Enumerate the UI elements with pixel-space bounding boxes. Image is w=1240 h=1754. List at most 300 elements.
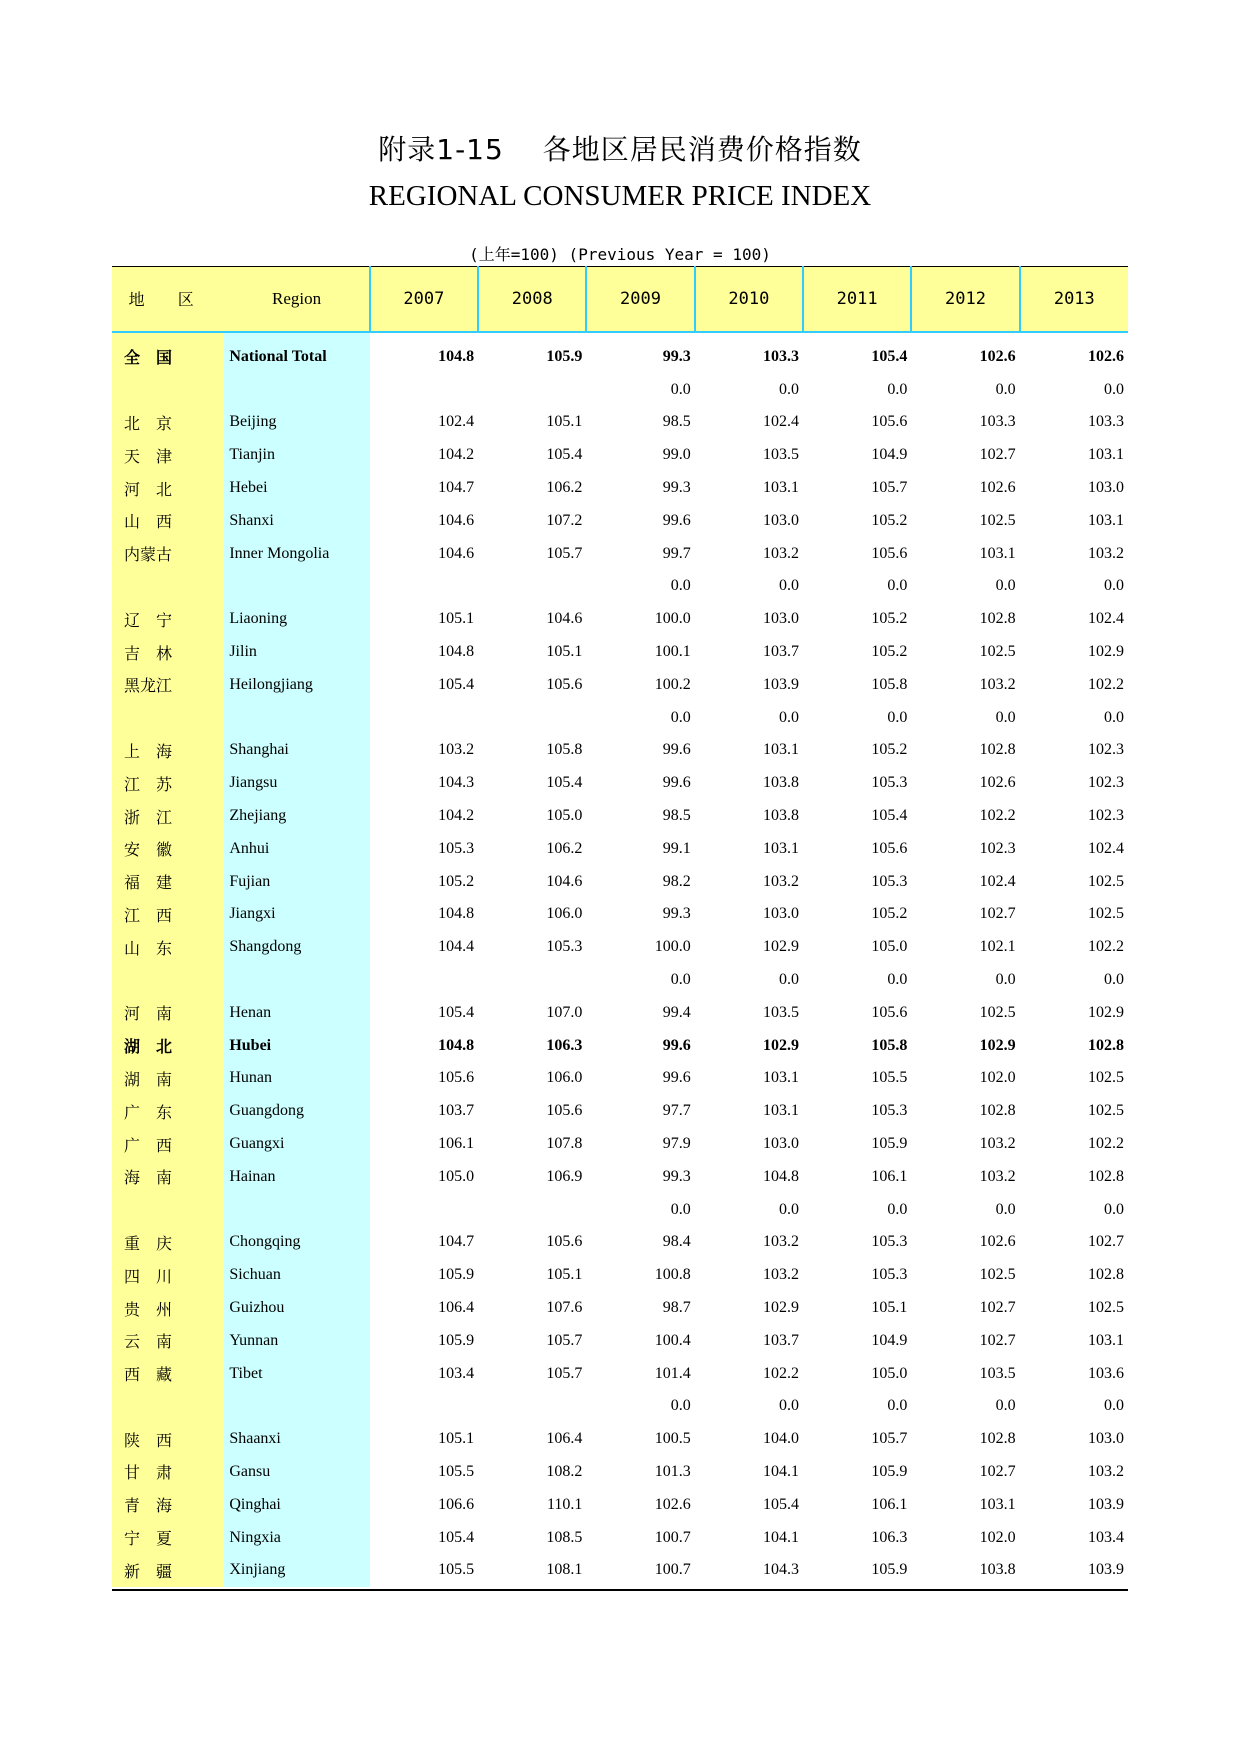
region-name-en: Xinjiang xyxy=(224,1554,369,1587)
index-value: 104.7 xyxy=(438,479,475,497)
index-value: 103.0 xyxy=(763,610,799,628)
region-name-en xyxy=(224,1193,369,1226)
index-value: 102.3 xyxy=(1088,807,1124,825)
index-value: 105.7 xyxy=(546,544,583,562)
table-row xyxy=(112,373,1128,406)
index-value xyxy=(370,1390,478,1423)
table-row xyxy=(112,865,1128,898)
index-value: 102.4 xyxy=(979,872,1016,890)
index-value: 100.7 xyxy=(654,1561,691,1579)
table-row xyxy=(112,1193,1128,1226)
index-value: 98.2 xyxy=(662,872,691,890)
table-row xyxy=(112,767,1128,800)
index-value: 106.2 xyxy=(546,839,583,857)
index-value: 103.1 xyxy=(1088,1331,1124,1349)
index-value: 105.7 xyxy=(871,479,908,497)
index-value: 102.5 xyxy=(979,511,1016,529)
index-value: 105.4 xyxy=(763,1495,799,1513)
region-name-cn: 浙 江 xyxy=(112,800,224,833)
index-value xyxy=(478,701,586,734)
index-value: 103.3 xyxy=(763,347,799,365)
index-value: 106.0 xyxy=(546,905,583,923)
index-value: 104.8 xyxy=(438,643,475,661)
index-value: 0.0 xyxy=(670,380,691,398)
table-row xyxy=(112,1259,1128,1292)
index-value: 102.9 xyxy=(763,1299,799,1316)
index-value: 105.4 xyxy=(438,675,475,693)
index-value: 105.5 xyxy=(871,1069,908,1087)
index-value: 105.1 xyxy=(546,643,583,661)
index-value: 104.1 xyxy=(763,1462,799,1480)
index-value: 0.0 xyxy=(670,971,691,989)
region-name-cn: 全 国 xyxy=(112,332,224,374)
region-name-cn: 北 京 xyxy=(112,406,224,439)
index-value: 103.7 xyxy=(763,643,799,661)
region-name-en: Beijing xyxy=(224,406,369,439)
index-value: 105.6 xyxy=(546,1233,583,1251)
region-name-en xyxy=(224,1390,369,1423)
index-value: 105.0 xyxy=(438,1167,475,1185)
region-name-cn: 河 北 xyxy=(112,472,224,505)
index-value: 100.2 xyxy=(654,675,691,693)
index-value: 99.3 xyxy=(662,347,691,365)
region-name-en: Anhui xyxy=(224,832,369,865)
region-name-en: Shangdong xyxy=(224,931,369,964)
region-name-cn: 西 藏 xyxy=(112,1357,224,1390)
index-value: 105.4 xyxy=(546,446,583,464)
index-value: 103.0 xyxy=(1088,1430,1124,1448)
index-value: 102.2 xyxy=(1088,938,1124,956)
region-name-cn: 四 川 xyxy=(112,1259,224,1292)
index-value: 99.1 xyxy=(662,839,691,857)
index-value: 100.8 xyxy=(654,1266,691,1284)
index-value: 108.5 xyxy=(546,1528,583,1546)
index-value: 102.4 xyxy=(438,413,475,431)
index-value: 0.0 xyxy=(887,1200,908,1218)
index-value: 102.8 xyxy=(979,1102,1016,1120)
index-value: 105.2 xyxy=(871,905,908,923)
region-name-cn: 山 西 xyxy=(112,504,224,537)
index-value: 105.6 xyxy=(546,675,583,693)
index-value: 105.6 xyxy=(871,544,908,562)
index-value: 105.6 xyxy=(871,413,908,431)
index-value: 103.0 xyxy=(763,511,799,529)
index-value: 0.0 xyxy=(995,708,1016,726)
header-year: 2011 xyxy=(803,267,911,332)
index-value: 103.5 xyxy=(763,1003,799,1021)
region-name-en: Fujian xyxy=(224,865,369,898)
index-value: 102.7 xyxy=(979,905,1016,923)
index-value: 105.8 xyxy=(871,675,908,693)
region-name-cn: 湖 南 xyxy=(112,1062,224,1095)
index-value: 103.1 xyxy=(763,479,799,497)
index-value xyxy=(478,1390,586,1423)
index-value: 103.2 xyxy=(979,1167,1016,1185)
table-row xyxy=(112,1226,1128,1259)
region-name-cn: 贵 州 xyxy=(112,1292,224,1325)
index-value: 105.9 xyxy=(871,1561,908,1579)
index-value: 0.0 xyxy=(887,380,908,398)
index-value: 103.4 xyxy=(438,1364,475,1382)
index-value: 102.8 xyxy=(1088,1266,1124,1284)
index-value: 0.0 xyxy=(779,1397,799,1415)
index-value: 100.0 xyxy=(654,610,691,628)
index-value: 102.4 xyxy=(1088,610,1124,628)
region-name-en: Gansu xyxy=(224,1456,369,1489)
index-value: 104.6 xyxy=(546,610,583,628)
index-value: 0.0 xyxy=(779,708,799,726)
index-value: 103.1 xyxy=(763,1069,799,1087)
region-name-cn: 辽 宁 xyxy=(112,603,224,636)
index-value: 104.3 xyxy=(763,1561,799,1579)
index-value: 105.4 xyxy=(546,774,583,792)
header-year: 2007 xyxy=(370,267,478,332)
index-value: 103.5 xyxy=(763,446,799,464)
index-value: 102.4 xyxy=(763,413,799,431)
region-name-cn xyxy=(112,373,224,406)
index-value: 99.6 xyxy=(662,511,691,529)
table-row xyxy=(112,1062,1128,1095)
index-value: 98.5 xyxy=(662,413,691,431)
index-value xyxy=(370,1193,478,1226)
table-row xyxy=(112,603,1128,636)
index-value: 102.5 xyxy=(979,1003,1016,1021)
index-value: 104.8 xyxy=(438,347,475,365)
index-value: 102.4 xyxy=(1088,839,1124,857)
region-name-cn: 吉 林 xyxy=(112,636,224,669)
region-name-en: Hunan xyxy=(224,1062,369,1095)
index-value: 106.6 xyxy=(438,1495,475,1513)
index-value: 102.8 xyxy=(979,741,1016,759)
table-header-row xyxy=(112,267,1128,332)
index-value: 102.2 xyxy=(1088,1135,1124,1153)
region-name-cn xyxy=(112,964,224,997)
index-value: 103.0 xyxy=(763,905,799,923)
index-value: 103.1 xyxy=(1088,511,1124,529)
table-row xyxy=(112,472,1128,505)
index-value: 97.7 xyxy=(662,1102,691,1120)
index-value: 105.6 xyxy=(438,1069,475,1087)
table-row xyxy=(112,1160,1128,1193)
region-name-cn: 海 南 xyxy=(112,1160,224,1193)
index-value: 103.8 xyxy=(979,1561,1016,1579)
index-value: 102.5 xyxy=(1088,1069,1124,1087)
region-name-en: Heilongjiang xyxy=(224,668,369,701)
index-value: 104.3 xyxy=(438,774,475,792)
index-value: 105.2 xyxy=(871,610,908,628)
index-value: 105.2 xyxy=(871,741,908,759)
index-value: 103.9 xyxy=(763,675,799,693)
header-region-en: Region xyxy=(224,267,369,332)
index-value: 0.0 xyxy=(1104,708,1124,726)
index-value: 99.6 xyxy=(662,774,691,792)
index-value: 106.4 xyxy=(546,1430,583,1448)
region-name-cn: 黑龙江 xyxy=(112,668,224,701)
index-value: 104.7 xyxy=(438,1233,475,1251)
index-value: 103.5 xyxy=(979,1364,1016,1382)
index-value: 104.1 xyxy=(763,1528,799,1546)
index-value: 103.1 xyxy=(763,741,799,759)
region-name-en: Shaanxi xyxy=(224,1423,369,1456)
header-year: 2008 xyxy=(478,267,586,332)
index-value: 0.0 xyxy=(779,971,799,989)
table-row xyxy=(112,832,1128,865)
index-value: 102.0 xyxy=(979,1069,1016,1087)
index-value: 0.0 xyxy=(779,380,799,398)
region-name-en: National Total xyxy=(224,332,369,374)
index-value: 105.3 xyxy=(871,1102,908,1120)
table-row xyxy=(112,1390,1128,1423)
index-value xyxy=(370,373,478,406)
index-value: 103.8 xyxy=(763,807,799,825)
region-name-en: Guangxi xyxy=(224,1128,369,1161)
index-value: 0.0 xyxy=(670,708,691,726)
index-value: 105.3 xyxy=(871,1266,908,1284)
index-value: 102.6 xyxy=(979,774,1016,792)
table-row xyxy=(112,1029,1128,1062)
index-value: 108.2 xyxy=(546,1462,583,1480)
index-value: 104.0 xyxy=(763,1430,799,1448)
index-value: 102.6 xyxy=(979,347,1016,365)
region-name-en: Jiangsu xyxy=(224,767,369,800)
table-row xyxy=(112,570,1128,603)
region-name-en xyxy=(224,964,369,997)
region-name-en: Hebei xyxy=(224,472,369,505)
index-value: 102.5 xyxy=(979,1266,1016,1284)
index-value: 103.3 xyxy=(979,413,1016,431)
index-value: 102.9 xyxy=(979,1036,1016,1054)
index-value: 105.0 xyxy=(871,938,908,956)
table-row xyxy=(112,734,1128,767)
region-name-en: Qinghai xyxy=(224,1488,369,1521)
table-row xyxy=(112,1521,1128,1554)
index-value: 105.8 xyxy=(871,1036,908,1054)
index-value: 103.9 xyxy=(1088,1495,1124,1513)
region-name-cn: 安 徽 xyxy=(112,832,224,865)
index-value: 0.0 xyxy=(779,1200,799,1218)
index-value: 102.6 xyxy=(979,479,1016,497)
index-value: 0.0 xyxy=(670,1200,691,1218)
index-value: 102.7 xyxy=(979,446,1016,464)
index-value xyxy=(478,570,586,603)
region-name-en xyxy=(224,570,369,603)
index-value: 105.6 xyxy=(871,1003,908,1021)
index-value: 103.2 xyxy=(763,872,799,890)
index-value: 106.1 xyxy=(438,1135,475,1153)
index-value: 0.0 xyxy=(887,708,908,726)
page-title-cn: 附录1-15 各地区居民消费价格指数 xyxy=(378,133,862,166)
index-value: 105.3 xyxy=(871,1233,908,1251)
index-value: 105.3 xyxy=(871,774,908,792)
region-name-cn: 广 西 xyxy=(112,1128,224,1161)
index-value: 103.2 xyxy=(979,675,1016,693)
index-value: 102.5 xyxy=(1088,1299,1124,1316)
index-value: 103.1 xyxy=(979,544,1016,562)
index-value: 104.8 xyxy=(763,1167,799,1185)
index-value: 99.3 xyxy=(662,479,691,497)
index-value: 102.2 xyxy=(763,1364,799,1382)
page-title-en: REGIONAL CONSUMER PRICE INDEX xyxy=(368,180,872,212)
index-value: 0.0 xyxy=(995,1397,1016,1415)
table-row xyxy=(112,537,1128,570)
index-value: 105.4 xyxy=(438,1003,475,1021)
index-value: 105.9 xyxy=(438,1331,475,1349)
region-name-en xyxy=(224,701,369,734)
index-value: 0.0 xyxy=(887,577,908,595)
region-name-en: Hubei xyxy=(224,1029,369,1062)
index-value: 103.1 xyxy=(1088,446,1124,464)
table-row xyxy=(112,964,1128,997)
index-value: 105.5 xyxy=(438,1561,475,1579)
index-value: 102.2 xyxy=(979,807,1016,825)
region-name-cn: 重 庆 xyxy=(112,1226,224,1259)
region-name-en: Zhejiang xyxy=(224,800,369,833)
index-value: 103.2 xyxy=(1088,1462,1124,1480)
index-value: 106.4 xyxy=(438,1299,475,1316)
index-value: 105.9 xyxy=(871,1135,908,1153)
table-row xyxy=(112,1357,1128,1390)
region-name-cn: 宁 夏 xyxy=(112,1521,224,1554)
index-value xyxy=(478,1193,586,1226)
header-region-cn: 地 区 xyxy=(112,267,224,332)
index-value: 102.5 xyxy=(1088,905,1124,923)
index-value: 105.9 xyxy=(546,347,583,365)
index-value: 0.0 xyxy=(1104,971,1124,989)
index-value: 105.8 xyxy=(546,741,583,759)
index-value: 98.5 xyxy=(662,807,691,825)
index-value: 106.9 xyxy=(546,1167,583,1185)
index-value: 105.1 xyxy=(438,610,475,628)
index-value: 103.1 xyxy=(763,1102,799,1120)
index-value: 99.6 xyxy=(662,1069,691,1087)
index-value: 105.1 xyxy=(871,1299,908,1316)
index-value: 106.3 xyxy=(871,1528,908,1546)
table-row xyxy=(112,701,1128,734)
index-value: 105.2 xyxy=(871,643,908,661)
region-name-cn: 甘 肃 xyxy=(112,1456,224,1489)
index-value: 103.4 xyxy=(1088,1528,1124,1546)
table-row xyxy=(112,636,1128,669)
index-value: 103.0 xyxy=(763,1135,799,1153)
region-name-en: Hainan xyxy=(224,1160,369,1193)
table-row xyxy=(112,1324,1128,1357)
index-value: 0.0 xyxy=(670,577,691,595)
index-value: 106.1 xyxy=(871,1167,908,1185)
table-row xyxy=(112,1423,1128,1456)
region-name-cn xyxy=(112,701,224,734)
table-row xyxy=(112,332,1128,374)
region-name-cn: 上 海 xyxy=(112,734,224,767)
index-value: 104.2 xyxy=(438,807,475,825)
index-value: 0.0 xyxy=(779,577,799,595)
index-value: 102.3 xyxy=(1088,741,1124,759)
index-value: 107.8 xyxy=(546,1135,583,1153)
index-value: 103.2 xyxy=(1088,544,1124,562)
index-value: 105.9 xyxy=(871,1462,908,1480)
region-name-en: Chongqing xyxy=(224,1226,369,1259)
index-value: 105.7 xyxy=(546,1331,583,1349)
region-name-en: Tianjin xyxy=(224,439,369,472)
index-value: 105.7 xyxy=(871,1430,908,1448)
index-value: 103.1 xyxy=(979,1495,1016,1513)
index-value: 103.2 xyxy=(763,544,799,562)
index-value: 102.5 xyxy=(979,643,1016,661)
index-value: 104.6 xyxy=(438,511,475,529)
index-value: 100.5 xyxy=(654,1430,691,1448)
index-value: 100.0 xyxy=(654,938,691,956)
index-value: 98.4 xyxy=(662,1233,691,1251)
header-year: 2010 xyxy=(695,267,803,332)
region-name-en: Jiangxi xyxy=(224,898,369,931)
index-value: 104.9 xyxy=(871,1331,908,1349)
index-value: 99.4 xyxy=(662,1003,691,1021)
index-value: 105.7 xyxy=(546,1364,583,1382)
table-row xyxy=(112,996,1128,1029)
unit-note: (上年=100) (Previous Year = 100) xyxy=(469,245,771,264)
index-value: 101.4 xyxy=(654,1364,691,1382)
index-value: 107.0 xyxy=(546,1003,583,1021)
index-value: 102.6 xyxy=(1088,347,1124,365)
index-value: 100.7 xyxy=(654,1528,691,1546)
cpi-table-container xyxy=(112,266,1128,1587)
index-value: 102.3 xyxy=(1088,774,1124,792)
region-name-cn: 山 东 xyxy=(112,931,224,964)
table-row xyxy=(112,504,1128,537)
index-value: 0.0 xyxy=(995,971,1016,989)
index-value: 103.6 xyxy=(1088,1364,1124,1382)
table-row xyxy=(112,1292,1128,1325)
index-value: 102.1 xyxy=(979,938,1016,956)
index-value: 104.6 xyxy=(438,544,475,562)
index-value: 99.0 xyxy=(662,446,691,464)
index-value: 0.0 xyxy=(1104,380,1124,398)
index-value: 102.8 xyxy=(979,610,1016,628)
index-value: 0.0 xyxy=(887,971,908,989)
region-name-en: Jilin xyxy=(224,636,369,669)
index-value: 107.6 xyxy=(546,1299,583,1316)
index-value: 0.0 xyxy=(887,1397,908,1415)
region-name-cn: 江 苏 xyxy=(112,767,224,800)
index-value: 104.2 xyxy=(438,446,475,464)
index-value: 99.6 xyxy=(662,741,691,759)
region-name-cn: 新 疆 xyxy=(112,1554,224,1587)
table-row xyxy=(112,1095,1128,1128)
index-value: 103.0 xyxy=(1088,479,1124,497)
index-value: 102.0 xyxy=(979,1528,1016,1546)
index-value: 103.1 xyxy=(763,839,799,857)
index-value: 105.0 xyxy=(871,1364,908,1382)
region-name-cn xyxy=(112,570,224,603)
index-value: 102.2 xyxy=(1088,675,1124,693)
index-value: 0.0 xyxy=(995,1200,1016,1218)
index-value: 103.2 xyxy=(763,1266,799,1284)
index-value: 103.7 xyxy=(763,1331,799,1349)
index-value: 0.0 xyxy=(995,380,1016,398)
index-value: 103.2 xyxy=(438,741,475,759)
index-value: 0.0 xyxy=(1104,1397,1124,1415)
region-name-en: Sichuan xyxy=(224,1259,369,1292)
index-value: 103.9 xyxy=(1088,1561,1124,1579)
index-value: 102.8 xyxy=(979,1430,1016,1448)
index-value: 104.8 xyxy=(438,905,475,923)
index-value: 105.6 xyxy=(546,1102,583,1120)
region-name-cn: 云 南 xyxy=(112,1324,224,1357)
index-value: 100.4 xyxy=(654,1331,691,1349)
region-name-cn xyxy=(112,1390,224,1423)
region-name-cn: 河 南 xyxy=(112,996,224,1029)
index-value: 102.8 xyxy=(1088,1036,1124,1054)
index-value xyxy=(370,964,478,997)
